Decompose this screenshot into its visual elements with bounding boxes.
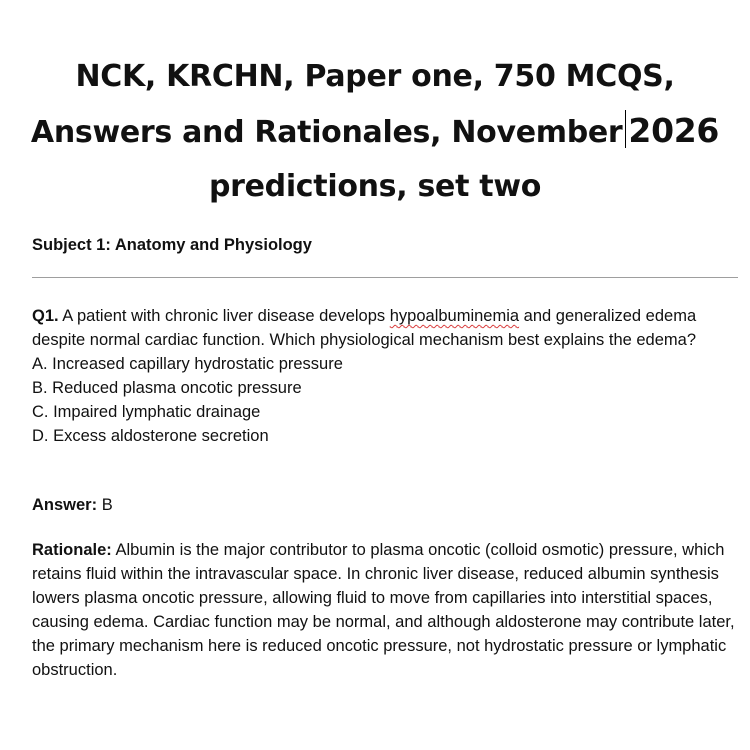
option-c: C. Impaired lymphatic drainage <box>32 403 261 421</box>
option-d: D. Excess aldosterone secretion <box>32 427 269 445</box>
title-year: 2026 <box>628 111 720 150</box>
horizontal-divider <box>32 277 738 278</box>
rationale-paragraph <box>32 538 738 682</box>
text-cursor <box>625 110 626 148</box>
option-b: B. Reduced plasma oncotic pressure <box>32 379 302 397</box>
answer-line <box>32 493 738 517</box>
subject-heading: Subject 1: Anatomy and Physiology <box>32 236 312 254</box>
answer-value: B <box>101 496 113 514</box>
rationale-text: Albumin is the major contributor to plasma oncotic (colloid osmotic) pressure, which retains fluid within the intravascular space. In chronic liver disease, reduced albumin synthesis lowers plasma oncotic pressure, allowing fluid to move from capillaries into interstitial spaces, causing edema. Cardiac function may be normal, and although aldosterone may contribute later, the primary mechanism here is reduced oncotic pressure, not hydrostatic pressure or lymphatic obstruction. <box>32 541 735 679</box>
option-a: A. Increased capillary hydrostatic pressure <box>32 355 343 373</box>
document-title <box>20 50 730 214</box>
rationale-label: Rationale: <box>32 541 112 559</box>
title-line-1: NCK, KRCHN, Paper one, 750 MCQS, <box>75 59 675 94</box>
question-stem <box>32 304 738 352</box>
question-block <box>32 304 738 448</box>
question-text-after: and generalized edema despite normal cardiac function. Which physiological mechanism best explains the edema? <box>32 307 697 349</box>
answer-label: Answer: <box>32 496 98 514</box>
title-line-3: predictions, set two <box>208 169 542 204</box>
question-label: Q1. <box>32 307 59 325</box>
title-line-2: Answers and Rationales, November <box>30 115 623 150</box>
answer-options <box>32 352 738 448</box>
question-text-before: A patient with chronic liver disease develops <box>62 307 386 325</box>
misspelled-word[interactable]: hypoalbuminemia <box>389 307 520 325</box>
